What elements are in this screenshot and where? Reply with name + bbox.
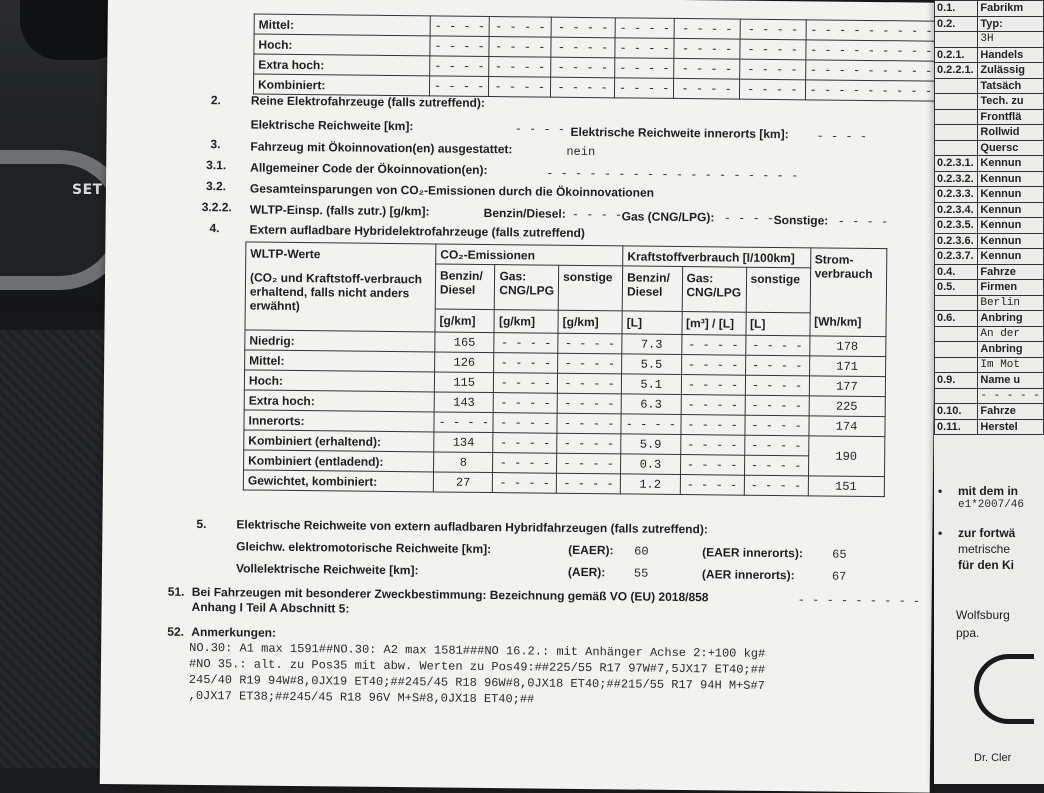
table-row — [935, 218, 1044, 234]
table-row — [935, 32, 1044, 48]
bullet-text: e1*2007/46 — [958, 499, 1025, 511]
table-row — [935, 342, 1044, 358]
table-row — [935, 264, 1044, 280]
section-title: Anmerkungen: — [191, 624, 277, 640]
header-co2: CO₂-Emissionen — [436, 244, 623, 266]
row-label: Tech. zu — [978, 94, 1044, 110]
remarks-line: #NO 35.: alt. zu Pos35 mit abw. Werten zu Pos49:##225/55 R17 97W#7,5JX17 ET40;## — [188, 656, 766, 677]
table-row: Extra hoch: - - - - - - - - - - - - - - - - - - - - - - - - - - - - - - - - - — [254, 54, 937, 81]
table-row: Niedrig: 165 - - - - - - - - 7.3 - - - - - - - - 178 — [245, 330, 886, 357]
table-row — [935, 63, 1044, 79]
section-number: 51. — [167, 584, 185, 599]
table-row — [935, 1, 1044, 17]
section-title: WLTP-Einsp. (falls zutr.) [g/km]: — [249, 202, 430, 219]
row-code: 0.2. — [935, 16, 978, 32]
field-label: Gas (CNG/LPG): — [621, 209, 715, 225]
field-value: nein — [566, 144, 596, 160]
row-label: Anbring — [978, 342, 1044, 358]
field-label: Elektrische Reichweite [km]: — [250, 117, 414, 134]
row-label: An der — [978, 326, 1044, 342]
field-code: (AER): — [567, 564, 606, 580]
header-description: (CO₂ und Kraftstoff-verbrauch erhaltend, falls nicht anders erwähnt) — [249, 270, 423, 314]
city: Wolfsburg — [956, 608, 1010, 622]
section-number: 3.2.2. — [201, 199, 232, 215]
ppa-label: ppa. — [956, 626, 980, 640]
table-row: Innerorts: - - - - - - - - - - - - - - - - - - - - - - - - 174 — [244, 410, 885, 437]
table-row — [935, 47, 1044, 63]
unit-gkm: [g/km] — [558, 311, 622, 334]
table-row — [935, 78, 1044, 94]
section-number: 3. — [210, 137, 221, 152]
table-row — [935, 311, 1044, 327]
sub-petrol: Benzin/ Diesel — [622, 266, 682, 312]
section-number: 2. — [210, 93, 221, 108]
table-row: Kombiniert (erhaltend): 134 - - - - - - - - 5.9 - - - - - - - - 190 — [244, 430, 885, 457]
row-label: Berlin — [978, 295, 1044, 311]
row-code — [935, 388, 978, 404]
document-page — [100, 0, 938, 793]
row-code: 0.9. — [935, 373, 978, 389]
table-row — [935, 171, 1044, 187]
unit-l: [L] — [622, 311, 682, 334]
section-title: Elektrische Reichweite von extern aufladbaren Hybridfahrzeugen (falls zutreffend): — [236, 517, 708, 537]
unit-l: [L] — [745, 313, 809, 336]
table-row: Gewichtet, kombiniert: 27 - - - - - - - - 1.2 - - - - - - - - 151 — [243, 470, 884, 497]
row-label: Kennun — [978, 171, 1044, 187]
row-label: Fabrikm — [978, 1, 1044, 17]
table-row — [935, 280, 1044, 296]
row-code: 0.2.3.5. — [935, 218, 978, 234]
row-label: Handels — [978, 47, 1044, 63]
table-row — [935, 233, 1044, 249]
table-row: Extra hoch: 143 - - - - - - - - 6.3 - - - - - - - - 225 — [244, 390, 885, 417]
row-label: Kennun — [978, 249, 1044, 265]
table-row — [935, 295, 1044, 311]
top-emissions-table — [253, 14, 938, 102]
table-row — [935, 419, 1044, 435]
field-code: (EAER): — [568, 542, 614, 558]
table-row — [935, 140, 1044, 156]
row-label: 3H — [978, 32, 1044, 48]
row-label: Fahrze — [978, 264, 1044, 280]
set-button-label: SET — [72, 182, 103, 198]
remarks-line: 245/40 R19 94W#8,0JX19 ET40;##245/45 R18 96W#8,0JX18 ET40;##215/55 R17 94H M+S#7 — [188, 672, 765, 693]
row-code — [935, 326, 978, 342]
bullet-icon: • — [938, 526, 943, 540]
field-value: 60 — [634, 544, 649, 559]
row-code: 0.2.3.4. — [935, 202, 978, 218]
field-value: - - - - - - - - - — [797, 593, 921, 609]
section-number: 3.2. — [205, 179, 227, 194]
field-label: Gleichw. elektromotorische Reichweite [km]: — [236, 539, 492, 557]
row-code: 0.2.3.3. — [935, 187, 978, 203]
row-label: Zulässig — [978, 63, 1044, 79]
row-label: Anbring — [978, 311, 1044, 327]
table-row: Kombiniert: - - - - - - - - - - - - - - - - - - - - - - - - - - - - - - - - - — [253, 74, 936, 101]
section-number: 4. — [209, 221, 220, 236]
table-row — [935, 404, 1044, 420]
row-code: 0.4. — [935, 264, 978, 280]
sub-other: sonstige — [746, 268, 810, 314]
table-row — [935, 202, 1044, 218]
unit-gkm: [g/km] — [494, 310, 558, 333]
field-code: (AER innerorts): — [701, 567, 795, 583]
table-row — [935, 249, 1044, 265]
row-label: Kennun — [978, 202, 1044, 218]
table-row — [935, 187, 1044, 203]
row-code — [935, 109, 978, 125]
table-row — [935, 156, 1044, 172]
section-title: Bei Fahrzeugen mit besonderer Zweckbestimmung: Bezeichnung gemäß VO (EU) 2018/858 — [191, 584, 709, 605]
field-value: - - - - — [837, 214, 889, 230]
row-code: 0.2.1. — [935, 47, 978, 63]
field-value: 65 — [832, 547, 847, 562]
table-row: Kombiniert (entladend): 8 - - - - - - - - 0.3 - - - - - - - - — [244, 450, 885, 477]
sub-other: sonstige — [558, 266, 622, 312]
sub-gas: Gas: CNG/LPG — [495, 265, 559, 311]
field-value: - - - - — [816, 129, 868, 144]
row-code — [935, 94, 978, 110]
header-power: Strom-verbrauch — [814, 252, 873, 282]
vehicle-data-strip — [934, 0, 1044, 435]
row-label: Kennun — [978, 218, 1044, 234]
field-value: 55 — [633, 566, 649, 581]
table-row: Mittel: - - - - - - - - - - - - - - - - - - - - - - - - - - - - - - - - - — [254, 14, 937, 41]
row-code: 0.10. — [935, 404, 978, 420]
table-row: Hoch: 115 - - - - - - - - 5.1 - - - - - - - - 177 — [244, 370, 885, 397]
field-value: 67 — [831, 569, 847, 584]
table-row — [935, 326, 1044, 342]
unit-whkm: [Wh/km] — [814, 314, 862, 329]
table-row — [935, 16, 1044, 32]
field-label: Sonstige: — [773, 212, 829, 228]
table-row — [935, 357, 1044, 373]
row-label: Tatsäch — [978, 78, 1044, 94]
row-label: Kennun — [978, 156, 1044, 172]
row-code: 0.2.2.1. — [935, 63, 978, 79]
section-title: Extern aufladbare Hybridelektrofahrzeuge (falls zutreffend) — [249, 222, 586, 241]
row-label: Frontflä — [978, 109, 1044, 125]
section-number: 52. — [167, 624, 185, 639]
signer-name: Dr. Cler — [974, 752, 1012, 764]
field-value: - - - - — [723, 211, 775, 226]
sub-petrol: Benzin/ Diesel — [435, 264, 495, 310]
row-label: Im Mot — [978, 357, 1044, 373]
row-code: 0.2.3.6. — [935, 233, 978, 249]
row-code: 0.6. — [935, 311, 978, 327]
table-row — [935, 94, 1044, 110]
row-code — [935, 342, 978, 358]
hybrid-wltp-table — [243, 241, 887, 497]
row-code: 0.2.3.1. — [935, 156, 978, 172]
table-row: Mittel: 126 - - - - - - - - 5.5 - - - - - - - - 171 — [245, 350, 886, 377]
section-title: Anhang I Teil A Abschnitt 5: — [191, 599, 350, 616]
row-label: Kennun — [978, 233, 1044, 249]
row-label: Typ: — [978, 16, 1044, 32]
bullet-text: für den Ki — [958, 558, 1014, 572]
table-row — [935, 388, 1044, 404]
remarks-line: NO.30: A1 max 1591##NO.30: A2 max 1581###NO 16.2.: mit Anhänger Achse 2:+100 kg# — [189, 640, 766, 661]
unit-gkm: [g/km] — [435, 309, 495, 332]
field-label: Benzin/Diesel: — [483, 205, 566, 221]
signature — [974, 654, 1034, 724]
row-code — [935, 125, 978, 141]
row-code — [935, 295, 978, 311]
row-label: Fahrze — [978, 404, 1044, 420]
header-fuel: Kraftstoffverbrauch [l/100km] — [623, 246, 811, 268]
row-label: Kennun — [978, 187, 1044, 203]
header-wltp: WLTP-Werte — [250, 246, 321, 262]
table-row — [935, 109, 1044, 125]
row-code — [935, 78, 978, 94]
section-title: Fahrzeug mit Ökoinnovation(en) ausgestattet: — [250, 139, 513, 157]
sub-gas: Gas: CNG/LPG — [682, 267, 746, 313]
row-label: Rollwid — [978, 125, 1044, 141]
row-code: 0.1. — [935, 1, 978, 17]
row-code: 0.11. — [935, 419, 978, 435]
bullet-text: metrische — [958, 542, 1011, 556]
bullet-text: zur fortwä — [958, 526, 1016, 540]
row-code — [935, 357, 978, 373]
row-label: - - - - - — [978, 388, 1044, 404]
bullet-text: mit dem in — [958, 484, 1019, 498]
row-code — [935, 140, 978, 156]
field-value: - - - - - - - - - - - - - - - - - - — [546, 166, 799, 184]
row-label: Herstel — [978, 419, 1044, 435]
table-row — [935, 373, 1044, 389]
bullet-icon: • — [938, 484, 943, 498]
section-number: 5. — [196, 516, 207, 532]
section-title: Allgemeiner Code der Ökoinnovation(en): — [250, 160, 488, 177]
row-code: 0.2.3.2. — [935, 171, 978, 187]
section-title: Reine Elektrofahrzeuge (falls zutreffend): — [250, 93, 485, 110]
row-code: 0.2.3.7. — [935, 249, 978, 265]
field-value: - - - - — [571, 207, 623, 223]
section-number: 3.1. — [206, 158, 227, 173]
row-label: Quersc — [978, 140, 1044, 156]
field-label: Vollelektrische Reichweite [km]: — [235, 561, 419, 578]
section-title: Gesamteinsparungen von CO₂-Emissionen durch die Ökoinnovationen — [249, 181, 655, 200]
table-row: Hoch: - - - - - - - - - - - - - - - - - - - - - - - - - - - - - - - - - — [254, 34, 937, 61]
field-value: - - - - — [514, 122, 566, 137]
field-code: (EAER innerorts): — [702, 545, 803, 561]
row-label: Firmen — [978, 280, 1044, 296]
unit-m3: [m³] / [L] — [681, 312, 745, 335]
remarks-line: ,0JX17 ET38;##245/45 R18 96V M+S#8,0JX18 ET40;## — [188, 688, 535, 707]
table-row — [935, 125, 1044, 141]
row-code: 0.5. — [935, 280, 978, 296]
row-label: Name u — [978, 373, 1044, 389]
field-label: Elektrische Reichweite innerorts [km]: — [570, 124, 789, 142]
row-code — [935, 32, 978, 48]
adjacent-document-page — [934, 0, 1044, 784]
